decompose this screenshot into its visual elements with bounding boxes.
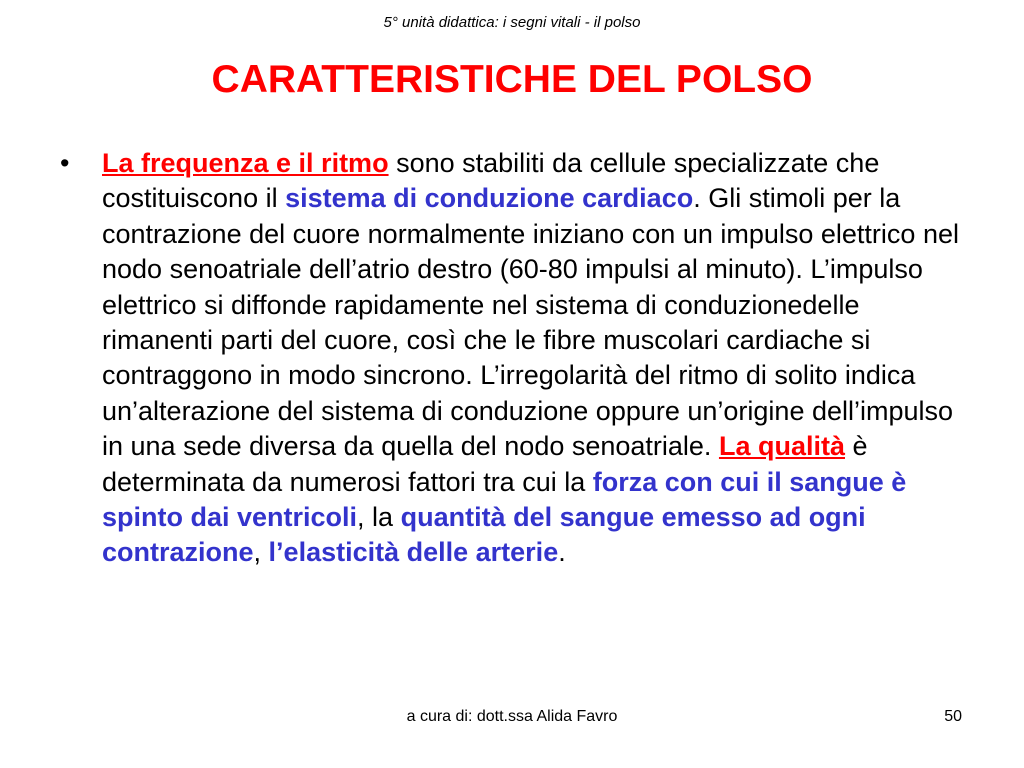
bullet-paragraph — [60, 146, 962, 571]
emphasis-elasticity: l’elasticità delle arterie — [268, 537, 559, 568]
body-text: , — [253, 537, 269, 568]
emphasis-quantity: quantità del sangue emesso ad ogni contrazione — [102, 502, 866, 568]
emphasis-quality: La qualità — [718, 431, 845, 462]
page-number: 50 — [944, 708, 962, 725]
body-text: sono stabiliti da cellule specializzate che costituiscono il — [102, 148, 880, 214]
emphasis-force: forza con cui il sangue è spinto dai ventricoli — [102, 466, 907, 533]
slide-header: 5° unità didattica: i segni vitali - il polso — [383, 14, 641, 31]
footer-author: a cura di: dott.ssa Alida Favro — [406, 708, 618, 725]
body-text: . Gli stimoli per la contrazione del cuore normalmente iniziano con un impulso elettrico nel nodo senoatriale dell’atrio destro (60-80 impulsi al minuto). L’impulso elettrico si diffonde rapidamente nel sistema di conduzionedelle rimanenti parti del cuore, così che le fibre muscolari cardiache si contraggono in modo sincrono. L’irregolarità del ritmo di solito indica un’alterazione del sistema di conduzione oppure un’origine dell’impulso in una sede diversa da quella del nodo senoatriale. — [102, 183, 959, 462]
body-text: . — [558, 537, 566, 568]
body-text: , la — [357, 502, 401, 533]
emphasis-conduction-system: sistema di conduzione cardiaco — [285, 183, 694, 214]
body-text: è determinata da numerosi fattori tra cui la — [102, 431, 868, 497]
bullet-marker: • — [60, 148, 70, 178]
slide-title: CARATTERISTICHE DEL POLSO — [211, 58, 813, 101]
emphasis-frequency-rhythm: La frequenza e il ritmo — [102, 148, 389, 178]
